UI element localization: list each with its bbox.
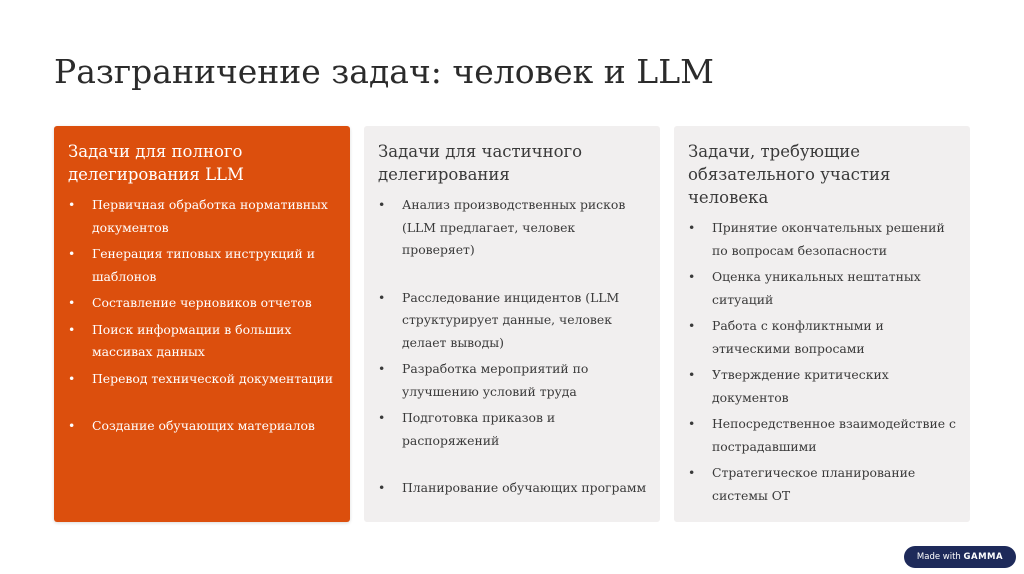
bullet-icon: •	[688, 465, 696, 480]
card-human-required	[674, 126, 970, 522]
bullet-icon: •	[68, 370, 76, 386]
list-item: • Подготовка приказов и распоряжений	[378, 407, 648, 452]
page-title: Разграничение задач: человек и LLM	[54, 52, 714, 91]
list-item: • Составление черновиков отчетов	[68, 292, 338, 315]
list-item: • Разработка мероприятий по улучшению условий труда	[378, 358, 648, 403]
bullet-icon: •	[378, 410, 386, 425]
bullet-icon: •	[68, 197, 76, 212]
list-item: • Стратегическое планирование системы ОТ	[688, 462, 958, 507]
list-item: • Анализ производственных рисков (LLM предлагает, человек проверяет)	[378, 194, 648, 262]
list-item: • Создание обучающих материалов	[68, 415, 338, 438]
list-item: • Перевод технической документации	[68, 368, 338, 391]
list-item: • Принятие окончательных решений по вопросам безопасности	[688, 217, 958, 262]
list-item: • Утверждение критических документов	[688, 364, 958, 409]
bullet-icon: •	[688, 416, 696, 431]
card-full-delegation	[54, 126, 350, 522]
card-title: Задачи, требующие обязательного участия человека	[688, 142, 891, 207]
bullet-icon: •	[378, 480, 386, 495]
list-item: • Оценка уникальных нештатных ситуаций	[688, 266, 958, 311]
bullet-icon: •	[688, 269, 696, 284]
card-partial-delegation	[364, 126, 660, 522]
task-list	[688, 217, 958, 507]
bullet-icon: •	[378, 197, 386, 212]
badge-prefix: Made with	[916, 552, 961, 562]
list-item: • Генерация типовых инструкций и шаблонов	[68, 243, 338, 288]
gamma-logo: GAMMA	[963, 552, 1004, 562]
bullet-icon: •	[68, 418, 76, 433]
task-list	[378, 194, 648, 500]
list-item: • Работа с конфликтными и этическими вопросами	[688, 315, 958, 360]
card-title: Задачи для полного делегирования LLM	[68, 142, 244, 184]
task-list	[68, 194, 338, 438]
bullet-icon: •	[688, 220, 696, 235]
list-item: • Первичная обработка нормативных документов	[68, 194, 338, 239]
bullet-icon: •	[68, 321, 76, 337]
card-title: Задачи для частичного делегирования	[378, 142, 583, 184]
list-item: • Планирование обучающих программ	[378, 477, 648, 500]
list-item: • Поиск информации в больших массивах данных	[68, 319, 338, 364]
bullet-icon: •	[378, 289, 386, 305]
list-item: • Расследование инцидентов (LLM структурирует данные, человек делает выводы)	[378, 287, 648, 355]
bullet-icon: •	[378, 361, 386, 376]
bullet-icon: •	[68, 246, 76, 261]
bullet-icon: •	[688, 367, 696, 382]
bullet-icon: •	[68, 295, 76, 310]
list-item: • Непосредственное взаимодействие с пострадавшими	[688, 413, 958, 458]
made-with-gamma-badge[interactable]	[904, 546, 1016, 568]
bullet-icon: •	[688, 318, 696, 333]
